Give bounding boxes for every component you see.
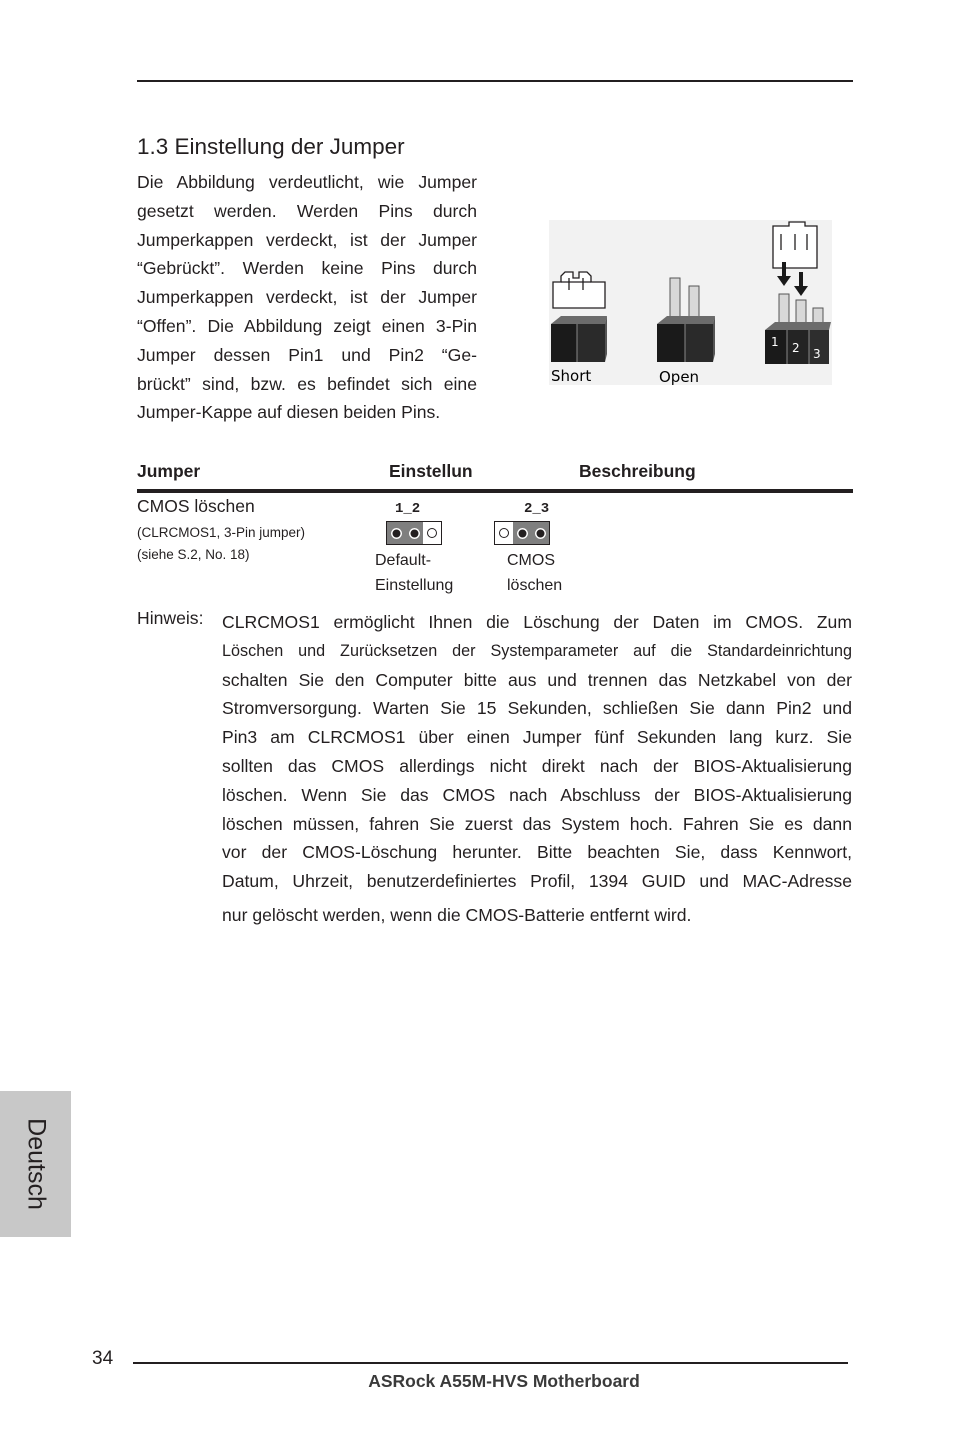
jumper-cap-icon [553, 272, 605, 308]
setting-1-2-title: 1_2 [395, 501, 421, 517]
pin-number: 1 [771, 335, 779, 349]
note-line: Stromversorgung. Warten Sie 15 Sekunden, schließen Sie dann Pin2 und [222, 698, 852, 719]
note-line: sollten das CMOS allerdings nicht direkt nach der BIOS-Aktualisierung [222, 755, 852, 776]
intro-line: “Offen”. Die Abbildung zeigt einen 3-Pin [137, 315, 477, 336]
note-line: löschen müssen, fahren Sie zuerst das System hoch. Fahren Sie es dann [222, 813, 852, 834]
note-line: schalten Sie den Computer bitte aus und trennen das Netzkabel von der [222, 669, 852, 690]
intro-line: Jumper-Kappe auf diesen beiden Pins. [137, 402, 441, 423]
pin-diagram-1-2 [386, 521, 442, 545]
intro-line: Die Abbildung verdeutlicht, wie Jumper [137, 172, 477, 192]
pin-diagram-2-3 [494, 521, 550, 545]
intro-line: Jumperkappen verdeckt, ist der Jumper [137, 229, 477, 250]
setting-1-2-caption: Einstellung [375, 577, 454, 594]
setting-2-3-title: 2_3 [524, 501, 550, 517]
intro-paragraph [137, 168, 477, 427]
short-label: Short [551, 367, 592, 385]
footer-product: ASRock A55M-HVS Motherboard [368, 1371, 640, 1391]
top-rule [137, 80, 853, 82]
jumper-cap-3pin-icon [773, 222, 817, 268]
note-label: Hinweis: [137, 608, 204, 628]
intro-line: “Gebrückt”. Werden keine Pins durch [137, 258, 477, 279]
setting-2-3-caption: CMOS [507, 552, 555, 569]
pin-number: 2 [792, 341, 800, 355]
jumper-reference: (siehe S.2, No. 18) [137, 547, 250, 562]
pin-closed [405, 522, 423, 544]
note-paragraph [222, 608, 852, 930]
table-rule [137, 489, 853, 493]
jumper-illustration [549, 220, 832, 385]
note-line: vor der CMOS-Löschung herunter. Bitte beachten Sie, dass Kennwort, [222, 842, 852, 863]
pin-closed [531, 522, 549, 544]
note-line: nur gelöscht werden, wenn die CMOS-Batterie entfernt wird. [222, 904, 692, 925]
section-title: 1.3 Einstellung der Jumper [137, 134, 405, 159]
intro-line: Jumper dessen Pin1 und Pin2 “Ge- [137, 344, 477, 365]
column-header-setting: Einstellun [389, 461, 473, 481]
note-line: Löschen und Zurücksetzen der Systemparameter auf die Standardeinrichtung [222, 641, 852, 660]
short-header-icon [551, 316, 607, 362]
note-line: Pin3 am CLRCMOS1 über einen Jumper fünf Sekunden lang kurz. Sie [222, 727, 852, 748]
open-label: Open [659, 368, 700, 385]
jumper-illustration-graphic [549, 220, 832, 385]
note-line: CLRCMOS1 ermöglicht Ihnen die Löschung der Daten im CMOS. Zum [222, 612, 852, 632]
pin-number: 3 [813, 347, 821, 361]
setting-2-3-caption: löschen [507, 577, 563, 594]
pin-open [423, 522, 441, 544]
page-number: 34 [92, 1348, 114, 1369]
intro-line: gesetzt werden. Werden Pins durch [137, 200, 477, 221]
pin-closed [513, 522, 531, 544]
pin-closed [387, 522, 405, 544]
intro-line: Jumperkappen verdeckt, ist der Jumper [137, 287, 477, 308]
language-tab [0, 1091, 71, 1237]
three-pin-header-icon [765, 322, 831, 364]
column-header-jumper: Jumper [137, 461, 201, 481]
column-header-description: Beschreibung [579, 461, 696, 481]
open-header-icon [657, 278, 715, 362]
setting-1-2-caption: Default- [375, 552, 432, 569]
pin-open [495, 522, 513, 544]
note-line: löschen. Wenn Sie das CMOS nach Abschluss der BIOS-Aktualisierung [222, 784, 852, 805]
language-tab-label: Deutsch [22, 1118, 50, 1210]
bottom-rule [133, 1362, 848, 1364]
note-line: Datum, Uhrzeit, benutzerdefiniertes Profil, 1394 GUID und MAC-Adresse [222, 871, 852, 892]
jumper-name: CMOS löschen [137, 496, 255, 516]
intro-line: brückt” sind, bzw. es befindet sich eine [137, 373, 477, 394]
jumper-detail: (CLRCMOS1, 3-Pin jumper) [137, 525, 306, 540]
